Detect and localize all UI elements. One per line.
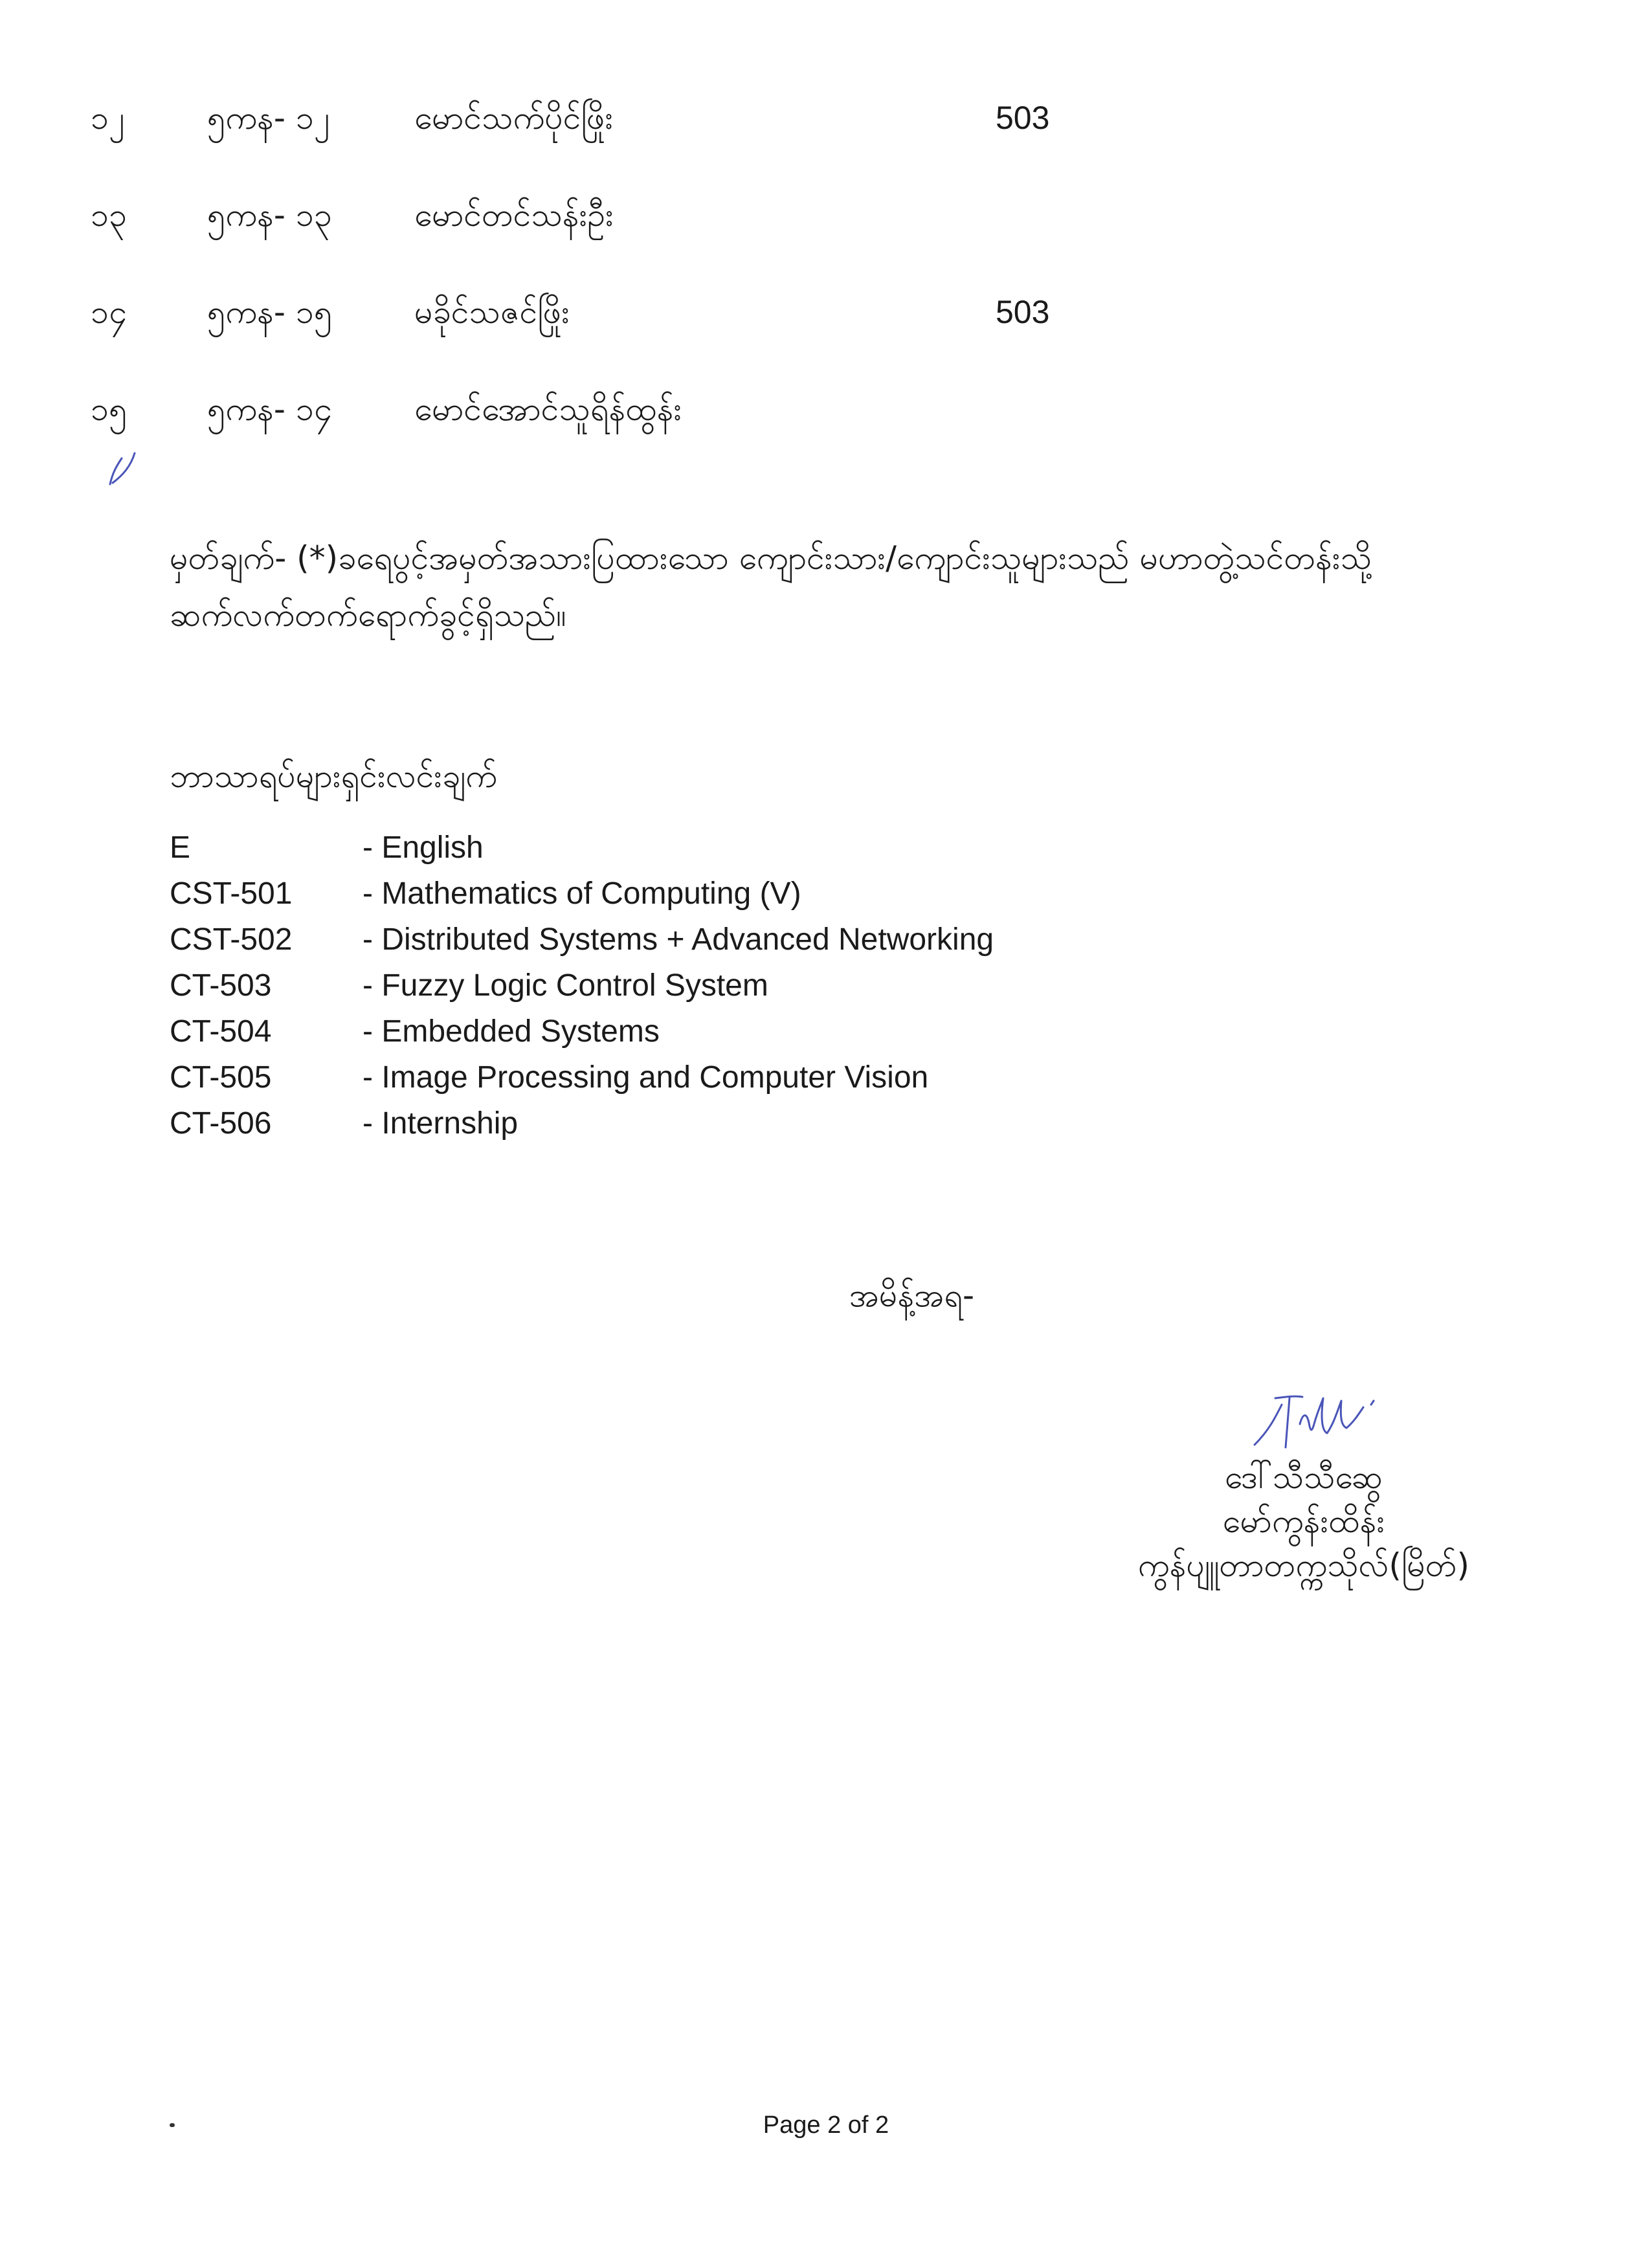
abbreviation-item xyxy=(170,825,994,871)
handwritten-signature xyxy=(1249,1385,1392,1456)
student-row xyxy=(0,291,1652,337)
abbreviation-code: CT-506 xyxy=(170,1106,272,1141)
roll-code: ၅ကန- ၁၄ xyxy=(207,390,333,428)
student-row xyxy=(0,97,1652,142)
student-row xyxy=(0,194,1652,240)
signatory-title: မော်ကွန်းထိန်း xyxy=(1222,1502,1385,1540)
abbreviation-code: CT-505 xyxy=(170,1060,272,1095)
pen-tick-mark xyxy=(97,447,142,492)
abbreviation-desc: - Mathematics of Computing (V) xyxy=(363,876,801,911)
abbreviation-desc: - Distributed Systems + Advanced Networking xyxy=(363,922,994,957)
abbreviation-item xyxy=(170,1009,994,1054)
subject-code: 503 xyxy=(996,100,1050,136)
abbreviations-title: ဘာသာရပ်များရှင်းလင်းချက် xyxy=(170,757,497,795)
abbreviation-code: E xyxy=(170,831,191,865)
signature-block xyxy=(1138,1455,1469,1587)
note-line: မှတ်ချက်- (*)ခရေပွင့်အမှတ်အသားပြထားသော ကျောင်းသား/ကျောင်းသူများသည် မဟာတွဲ့သင်တန်းသို့ xyxy=(170,539,1372,577)
student-name: မောင်သက်ပိုင်ဖြိုး xyxy=(414,99,614,137)
roll-code: ၅ကန- ၁၃ xyxy=(207,196,333,234)
row-number: ၁၅ xyxy=(91,390,128,428)
abbreviation-desc: - Image Processing and Computer Vision xyxy=(363,1060,929,1095)
abbreviation-item xyxy=(170,917,994,963)
note-paragraph xyxy=(170,530,1497,643)
signatory-office: ကွန်ပျူတာတက္ကသိုလ်(မြိတ်) xyxy=(1137,1546,1469,1584)
student-name: မခိုင်သဇင်ဖြိုး xyxy=(414,293,570,331)
signatory-name: ဒေါ်သီသီဆွေ xyxy=(1224,1458,1383,1496)
abbreviation-code: CST-501 xyxy=(170,876,293,911)
student-name: မောင်တင်သန်းဦး xyxy=(414,196,614,234)
abbreviation-code: CT-504 xyxy=(170,1014,272,1049)
roll-code: ၅ကန- ၁၂ xyxy=(207,99,330,137)
by-order-text: အမိန့်အရ- xyxy=(849,1276,974,1314)
note-line: ဆက်လက်တက်ရောက်ခွင့်ရှိသည်။ xyxy=(170,596,566,634)
abbreviation-item xyxy=(170,871,994,917)
row-number: ၁၂ xyxy=(91,99,125,137)
row-number: ၁၃ xyxy=(91,196,128,234)
page-number: Page 2 of 2 xyxy=(763,2112,889,2139)
student-row xyxy=(0,388,1652,434)
abbreviation-desc: - Fuzzy Logic Control System xyxy=(363,968,768,1003)
abbreviation-desc: - Embedded Systems xyxy=(363,1014,660,1049)
abbreviations-list xyxy=(170,825,994,1146)
row-number: ၁၄ xyxy=(91,293,128,331)
abbreviation-code: CST-502 xyxy=(170,922,293,957)
abbreviation-desc: - Internship xyxy=(363,1106,519,1141)
subject-code: 503 xyxy=(996,294,1050,330)
roll-code: ၅ကန- ၁၅ xyxy=(207,293,333,331)
abbreviation-item xyxy=(170,1054,994,1100)
abbreviation-desc: - English xyxy=(363,831,484,865)
abbreviation-item xyxy=(170,963,994,1009)
abbreviation-code: CT-503 xyxy=(170,968,272,1003)
student-name: မောင်အောင်သူရိန်ထွန်း xyxy=(414,390,682,428)
abbreviation-item xyxy=(170,1100,994,1146)
